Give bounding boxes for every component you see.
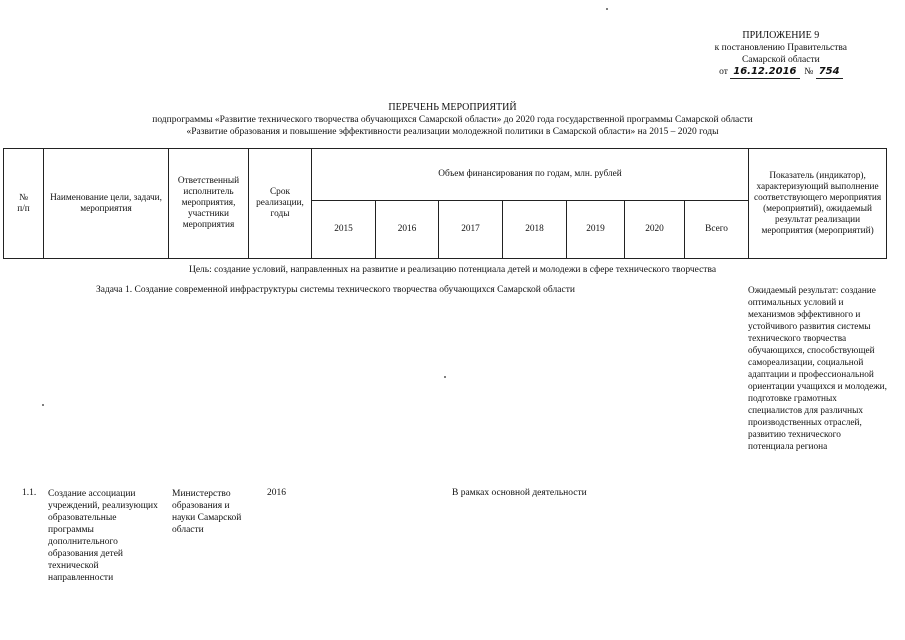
expected-result-text: Ожидаемый результат: создание оптимальных условий и механизмов эффективного и устойчивого развития системы технического творчества обучающихся, способствующей самореализации, социальной адаптации и профессиональной ориентации учащихся и молодежи, подготовке грамотных специалистов для различных производственных отраслей, развитию технического потенциала региона	[748, 286, 887, 452]
row-1-1-name: Создание ассоциации учреждений, реализующих образовательные программы дополнительного образования детей технической направленности	[48, 489, 158, 583]
goal-text: Цель: создание условий, направленных на развитие и реализацию потенциала детей и молодежи в сфере технического творчества	[188, 265, 717, 275]
year-2016: 2016	[376, 201, 439, 259]
row-1-1-funding: В рамках основной деятельности	[452, 488, 587, 498]
number-label: №	[804, 67, 814, 77]
appendix-block	[715, 30, 847, 79]
row-1-1-number: 1.1.	[22, 488, 37, 498]
header-table	[3, 148, 887, 259]
year-total: Всего	[685, 201, 749, 259]
row-1-1-term: 2016	[267, 488, 286, 498]
col-header-executor: Ответственный исполнитель мероприятия, участники мероприятия	[169, 149, 249, 259]
heading-line1: подпрограммы «Развитие технического творчества обучающихся Самарской области» до 2020 года государственной программы Самарской области	[152, 115, 753, 125]
from-label: от	[719, 67, 728, 77]
col-header-funding: Объем финансирования по годам, млн. рублей	[312, 149, 749, 201]
year-2019: 2019	[567, 201, 625, 259]
year-2017: 2017	[439, 201, 503, 259]
appendix-dateline	[715, 66, 847, 79]
scan-speck	[444, 376, 446, 378]
year-2020: 2020	[625, 201, 685, 259]
row-1-1-executor: Министерство образования и науки Самарской области	[172, 489, 242, 535]
scan-speck	[42, 404, 44, 406]
appendix-title: ПРИЛОЖЕНИЕ 9	[742, 30, 820, 41]
scan-speck	[606, 8, 608, 10]
document-heading	[0, 102, 905, 138]
col-header-indicator: Показатель (индикатор), характеризующий выполнение соответствующего мероприятия (мероприятий), ожидаемый результат реализации мероприятия (мероприятий)	[749, 149, 887, 259]
decree-number: 754	[816, 66, 843, 79]
col-header-term: Срок реализации, годы	[249, 149, 312, 259]
col-header-num: № п/п	[4, 149, 44, 259]
appendix-line2: Самарской области	[741, 55, 820, 65]
year-2015: 2015	[312, 201, 376, 259]
col-header-name: Наименование цели, задачи, мероприятия	[44, 149, 169, 259]
appendix-line1: к постановлению Правительства	[714, 43, 847, 53]
task-1-text: Задача 1. Создание современной инфраструктуры системы технического творчества обучающихся Самарской области	[96, 285, 575, 295]
year-2018: 2018	[503, 201, 567, 259]
document-title: ПЕРЕЧЕНЬ МЕРОПРИЯТИЙ	[388, 102, 517, 113]
decree-date: 16.12.2016	[730, 66, 799, 79]
heading-line2: «Развитие образования и повышение эффективности реализации молодежной политики в Самарской области» на 2015 – 2020 годы	[186, 127, 719, 137]
